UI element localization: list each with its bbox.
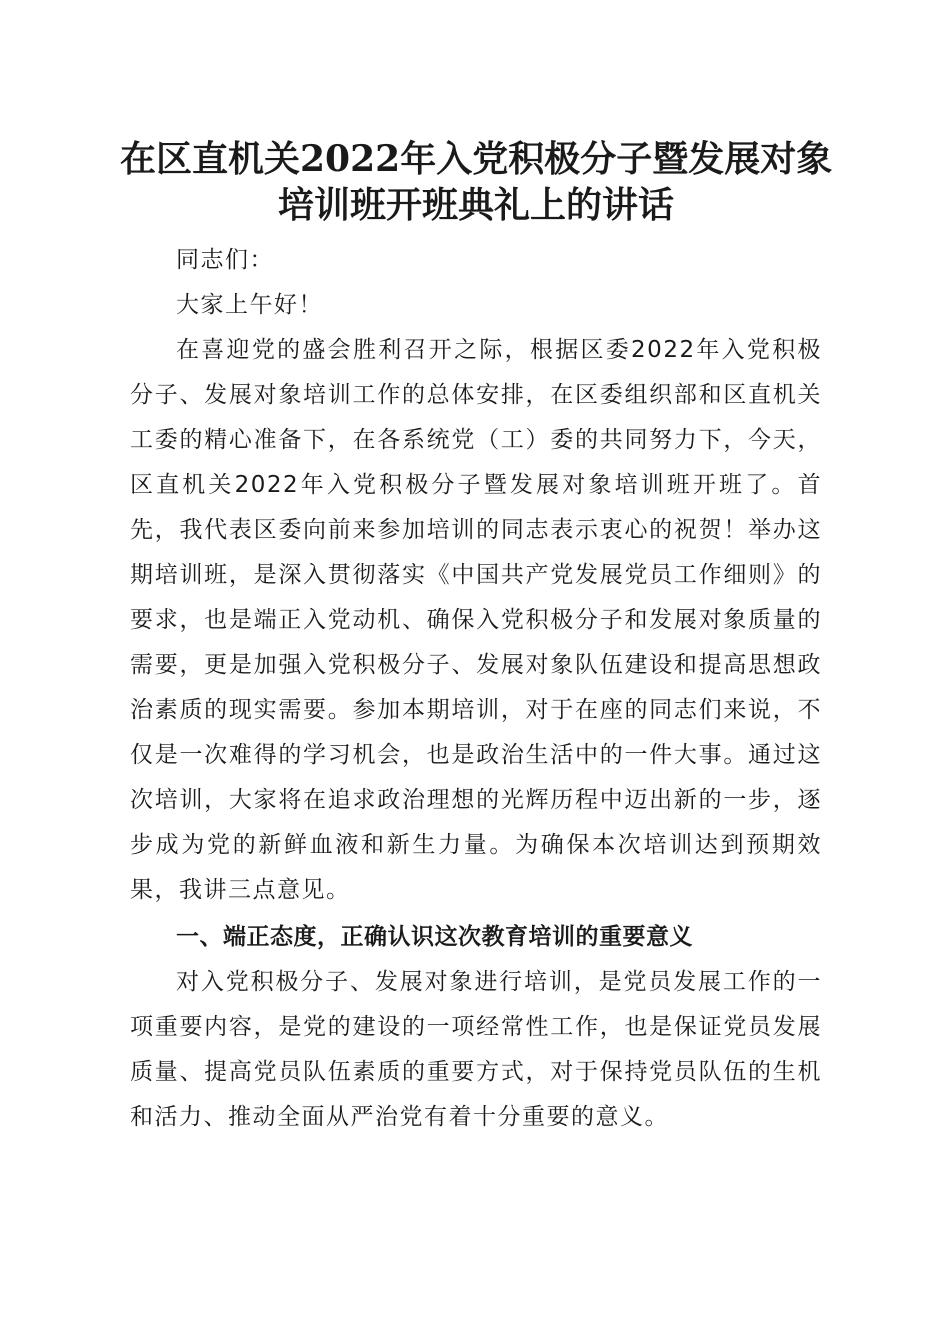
- paragraph-intro: 在喜迎党的盛会胜利召开之际，根据区委2022年入党积极分子、发展对象培训工作的总体安排，在区委组织部和区直机关工委的精心准备下，在各系统党（工）委的共同努力下，今天，区直机关2022年入党积极分子暨发展对象培训班开班了。首先，我代表区委向前来参加培训的同志表示衷心的祝贺！举办这期培训班，是深入贯彻落实《中国共产党发展党员工作细则》的要求，也是端正入党动机、确保入党积极分子和发展对象质量的需要，更是加强入党积极分子、发展对象队伍建设和提高思想政治素质的现实需要。参加本期培训，对于在座的同志们来说，不仅是一次难得的学习机会，也是政治生活中的一件大事。通过这次培训，大家将在追求政治理想的光辉历程中迈出新的一步，逐步成为党的新鲜血液和新生力量。为确保本次培训达到预期效果，我讲三点意见。: [130, 337, 822, 903]
- section-heading-1: 一、端正态度，正确认识这次教育培训的重要意义: [176, 924, 693, 950]
- document-body: [130, 238, 822, 1140]
- paragraph-section-1: 对入党积极分子、发展对象进行培训，是党员发展工作的一项重要内容，是党的建设的一项经常性工作，也是保证党员发展质量、提高党员队伍素质的重要方式，对于保持党员队伍的生机和活力、推动全面从严治党有着十分重要的意义。: [130, 969, 822, 1130]
- salutation: 同志们：: [176, 247, 274, 273]
- greeting: 大家上午好！: [176, 292, 323, 318]
- title-line-2: 培训班开班典礼上的讲话: [277, 184, 674, 226]
- document-title: [120, 136, 832, 228]
- title-line-1: 在区直机关2022年入党积极分子暨发展对象: [120, 138, 833, 180]
